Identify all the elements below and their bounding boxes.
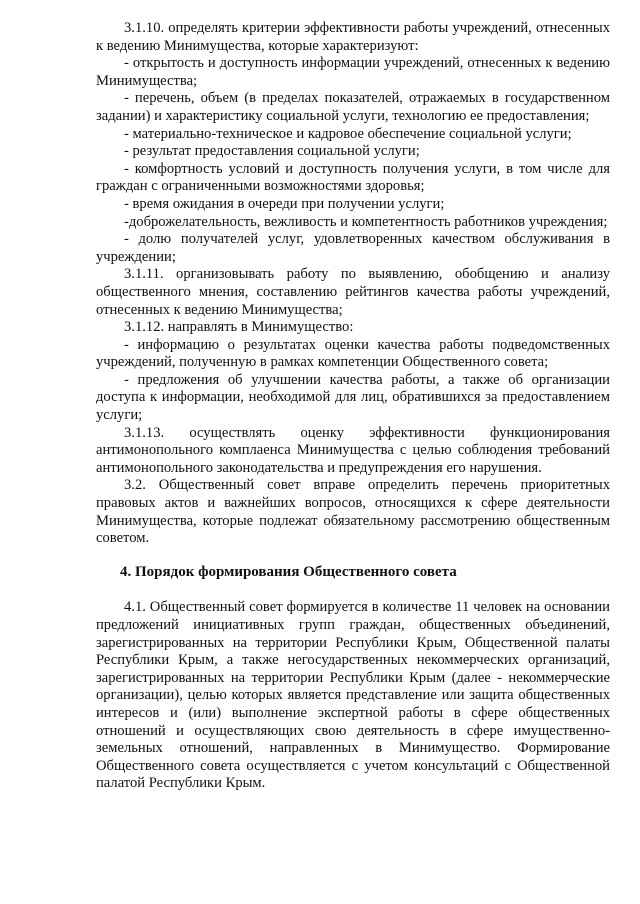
paragraph-3-1-13: 3.1.13. осуществлять оценку эффективности функционирования антимонопольного комплаенса Минимущества с целью соблюдения требований антимонопольного законодательства и предупреждения его нарушения. xyxy=(96,424,610,476)
paragraph-4-1: 4.1. Общественный совет формируется в количестве 11 человек на основании предложений инициативных групп граждан, общественных объединений, зарегистрированных на территории Республики Крым, Общественной палаты Республики Крым, а также негосударственных некоммерческих организаций, зарегистрированных на территории Республики Крым (далее - некоммерческие организации), целью которых является представление или защита общественных интересов и (или) выполнение экспертной работы в сфере общественных отношений и осуществляющих свою деятельность в сфере имущественно-земельных отношений, направленных в Минимущество. Формирование Общественного совета осуществляется с учетом консультаций с Общественной палатой Республики Крым. xyxy=(96,599,610,792)
list-item-resources: - материально-техническое и кадровое обеспечение социальной услуги; xyxy=(124,125,572,142)
list-item-result: - результат предоставления социальной услуги; xyxy=(124,143,420,160)
list-item-waiting-time: - время ожидания в очереди при получении услуги; xyxy=(124,195,445,212)
list-item-comfort: - комфортность условий и доступность получения услуги, в том числе для граждан с ограниченными возможностями здоровья; xyxy=(96,160,610,195)
paragraph-3-2: 3.2. Общественный совет вправе определить перечень приоритетных правовых актов и важнейших вопросов, относящихся к сфере деятельности Минимущества, которые подлежат обязательному рассмотрению общественным советом. xyxy=(96,477,610,547)
list-item-courtesy: -доброжелательность, вежливость и компетентность работников учреждения; xyxy=(124,213,608,230)
list-item-satisfaction: - долю получателей услуг, удовлетворенных качеством обслуживания в учреждении; xyxy=(96,231,610,265)
paragraph-3-1-12: 3.1.12. направлять в Минимущество: xyxy=(124,319,354,336)
list-item-openness: - открытость и доступность информации учреждений, отнесенных к ведению Минимущества; xyxy=(96,55,610,89)
list-item-service-scope: - перечень, объем (в пределах показателей, отражаемых в государственном задании) и характеристику социальной услуги, технологию ее предоставления; xyxy=(96,90,610,124)
section-4-heading: 4. Порядок формирования Общественного совета xyxy=(120,563,457,580)
list-item-proposals: - предложения об улучшении качества работы, а также об организации доступа к информации, необходимой для лиц, обратившихся за предоставлением услуги; xyxy=(96,371,610,424)
list-item-quality-info: - информацию о результатах оценки качества работы подведомственных учреждений, полученную в рамках компетенции Общественного совета; xyxy=(96,336,610,371)
paragraph-3-1-11: 3.1.11. организовывать работу по выявлению, обобщению и анализу общественного мнения, составлению рейтингов качества работы учреждений, отнесенных к ведению Минимущества; xyxy=(96,266,610,318)
paragraph-3-1-10: 3.1.10. определять критерии эффективности работы учреждений, отнесенных к ведению Минимущества, которые характеризуют: xyxy=(96,20,610,54)
